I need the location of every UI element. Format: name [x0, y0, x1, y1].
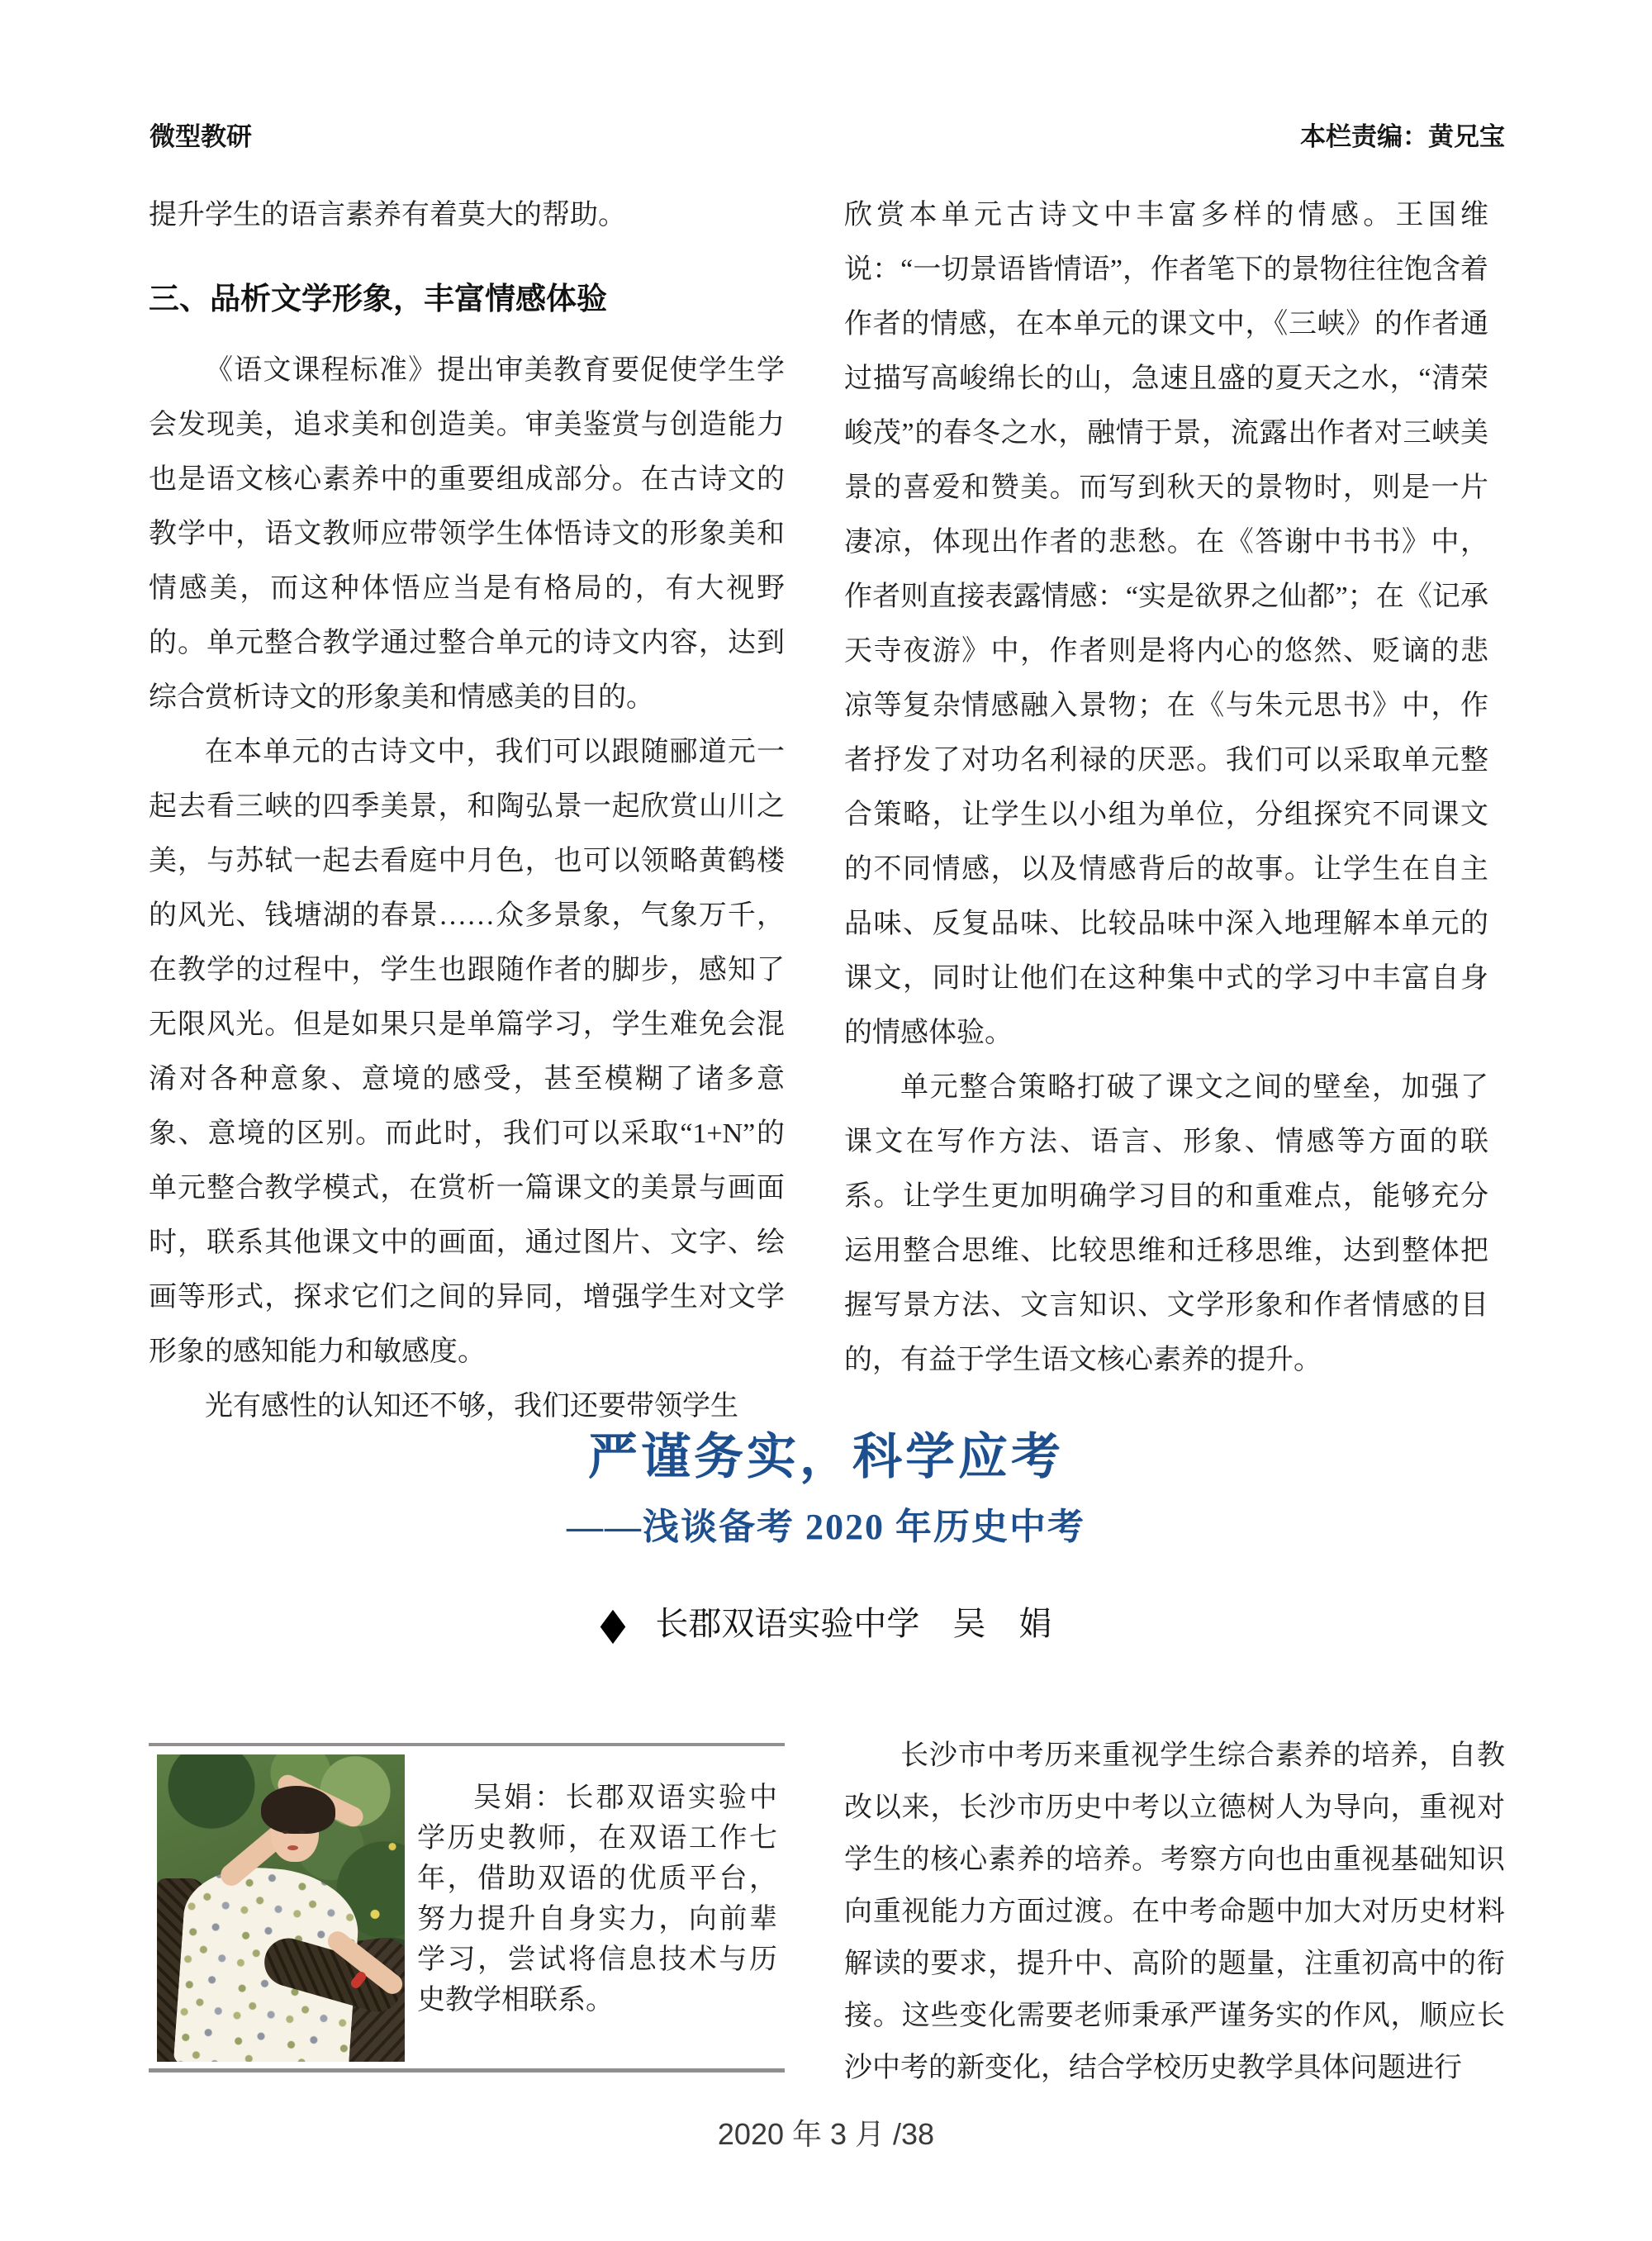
section-heading: 三、品析文学形象，丰富情感体验: [149, 282, 607, 316]
bio-divider-bottom: [149, 2068, 785, 2072]
column-section-label: 微型教研: [150, 122, 252, 151]
paragraph-continuation: 欣赏本单元古诗文中丰富多样的情感。王国维说：“一切景语皆情语”，作者笔下的景物往往饱含着作者的情感，在本单元的课文中，《三峡》的作者通过描写高峻绵长的山，急速且盛的夏天之水，“清荣峻茂”的春冬之水，融情于景，流露出作者对三峡美景的喜爱和赞美。而写到秋天的景物时，则是一片凄凉，体现出作者的悲愁。在《答谢中书书》中，作者则直接表露情感：“实是欲界之仙都”；在《记承天寺夜游》中，作者则是将内心的悠然、贬谪的悲凉等复杂情感融入景物；在《与朱元思书》中，作者抒发了对功名利禄的厌恶。我们可以采取单元整合策略，让学生以小组为单位，分组探究不同课文的不同情感，以及情感背后的故事。让学生在自主品味、反复品味、比较品味中深入地理解本单元的课文，同时让他们在这种集中式的学习中丰富自身的情感体验。: [844, 200, 1488, 1048]
photo-mouth: [287, 1845, 298, 1850]
paragraph: 单元整合策略打破了课文之间的壁垒，加强了课文在写作方法、语言、形象、情感等方面的联系。让学生更加明确学习目的和重难点，能够充分运用整合思维、比较思维和迁移思维，达到整体把握写景方法、文言知识、文学形象和作者情感的目的，有益于学生语文核心素养的提升。: [844, 1072, 1488, 1375]
author-name: 长郡双语实验中学 吴 娟: [655, 1605, 1052, 1642]
paragraph: 光有感性的认知还不够，我们还要带领学生: [205, 1391, 738, 1422]
article1-left-column: [149, 188, 785, 1434]
article-subtitle: ——浅谈备考 2020 年历史中考: [567, 1507, 1085, 1547]
footer-page-info: 2020 年 3 月 /38: [717, 2117, 935, 2151]
paragraph: 在本单元的古诗文中，我们可以跟随郦道元一起去看三峡的四季美景，和陶弘景一起欣赏山川之美，与苏轼一起去看庭中月色，也可以领略黄鹤楼的风光、钱塘湖的春景……众多景象，气象万千，在教学的过程中，学生也跟随作者的脚步，感知了无限风光。但是如果只是单篇学习，学生难免会混淆对各种意象、意境的感受，甚至模糊了诸多意象、意境的区别。而此时，我们可以采取“1+N”的单元整合教学模式，在赏析一篇课文的美景与画面时，联系其他课文中的画面，通过图片、文字、绘画等形式，探求它们之间的异同，增强学生对文学形象的感知能力和敏感度。: [149, 737, 785, 1367]
author-line: [0, 1598, 1652, 1649]
bio-paragraph: 吴娟：长郡双语实验中学历史教师，在双语工作七年，借助双语的优质平台，努力提升自身实力，向前辈学习，尝试将信息技术与历史教学相联系。: [417, 1783, 777, 2015]
article-title: 严谨务实，科学应考: [588, 1430, 1064, 1484]
diamond-icon: ◆: [600, 1598, 626, 1649]
paragraph: 《语文课程标准》提出审美教育要促使学生学会发现美，追求美和创造美。审美鉴赏与创造能力也是语文核心素养中的重要组成部分。在古诗文的教学中，语文教师应带领学生体悟诗文的形象美和情感美，而这种体悟应当是有格局的，有大视野的。单元整合教学通过整合单元的诗文内容，达到综合赏析诗文的形象美和情感美的目的。: [149, 355, 785, 713]
photo-eye-right: [299, 1830, 305, 1834]
bio-divider-top: [149, 1743, 785, 1746]
author-photo: [157, 1754, 405, 2062]
article2-body-paragraph: 长沙市中考历来重视学生综合素养的培养，自教改以来，长沙市历史中考以立德树人为导向，重视对学生的核心素养的培养。考察方向也由重视基础知识向重视能力方面过渡。在中考命题中加大对历史材料解读的要求，提升中、高阶的题量，注重初高中的衔接。这些变化需要老师秉承严谨务实的作风，顺应长沙中考的新变化，结合学校历史教学具体问题进行: [844, 1740, 1505, 2083]
paragraph-continuation: 提升学生的语言素养有着莫大的帮助。: [149, 200, 626, 230]
photo-hair-fringe: [269, 1801, 320, 1817]
article1-right-column: [844, 188, 1488, 1388]
photo-eye-left: [282, 1830, 288, 1834]
editor-credit: 本栏责编：黄兄宝: [1300, 122, 1505, 151]
